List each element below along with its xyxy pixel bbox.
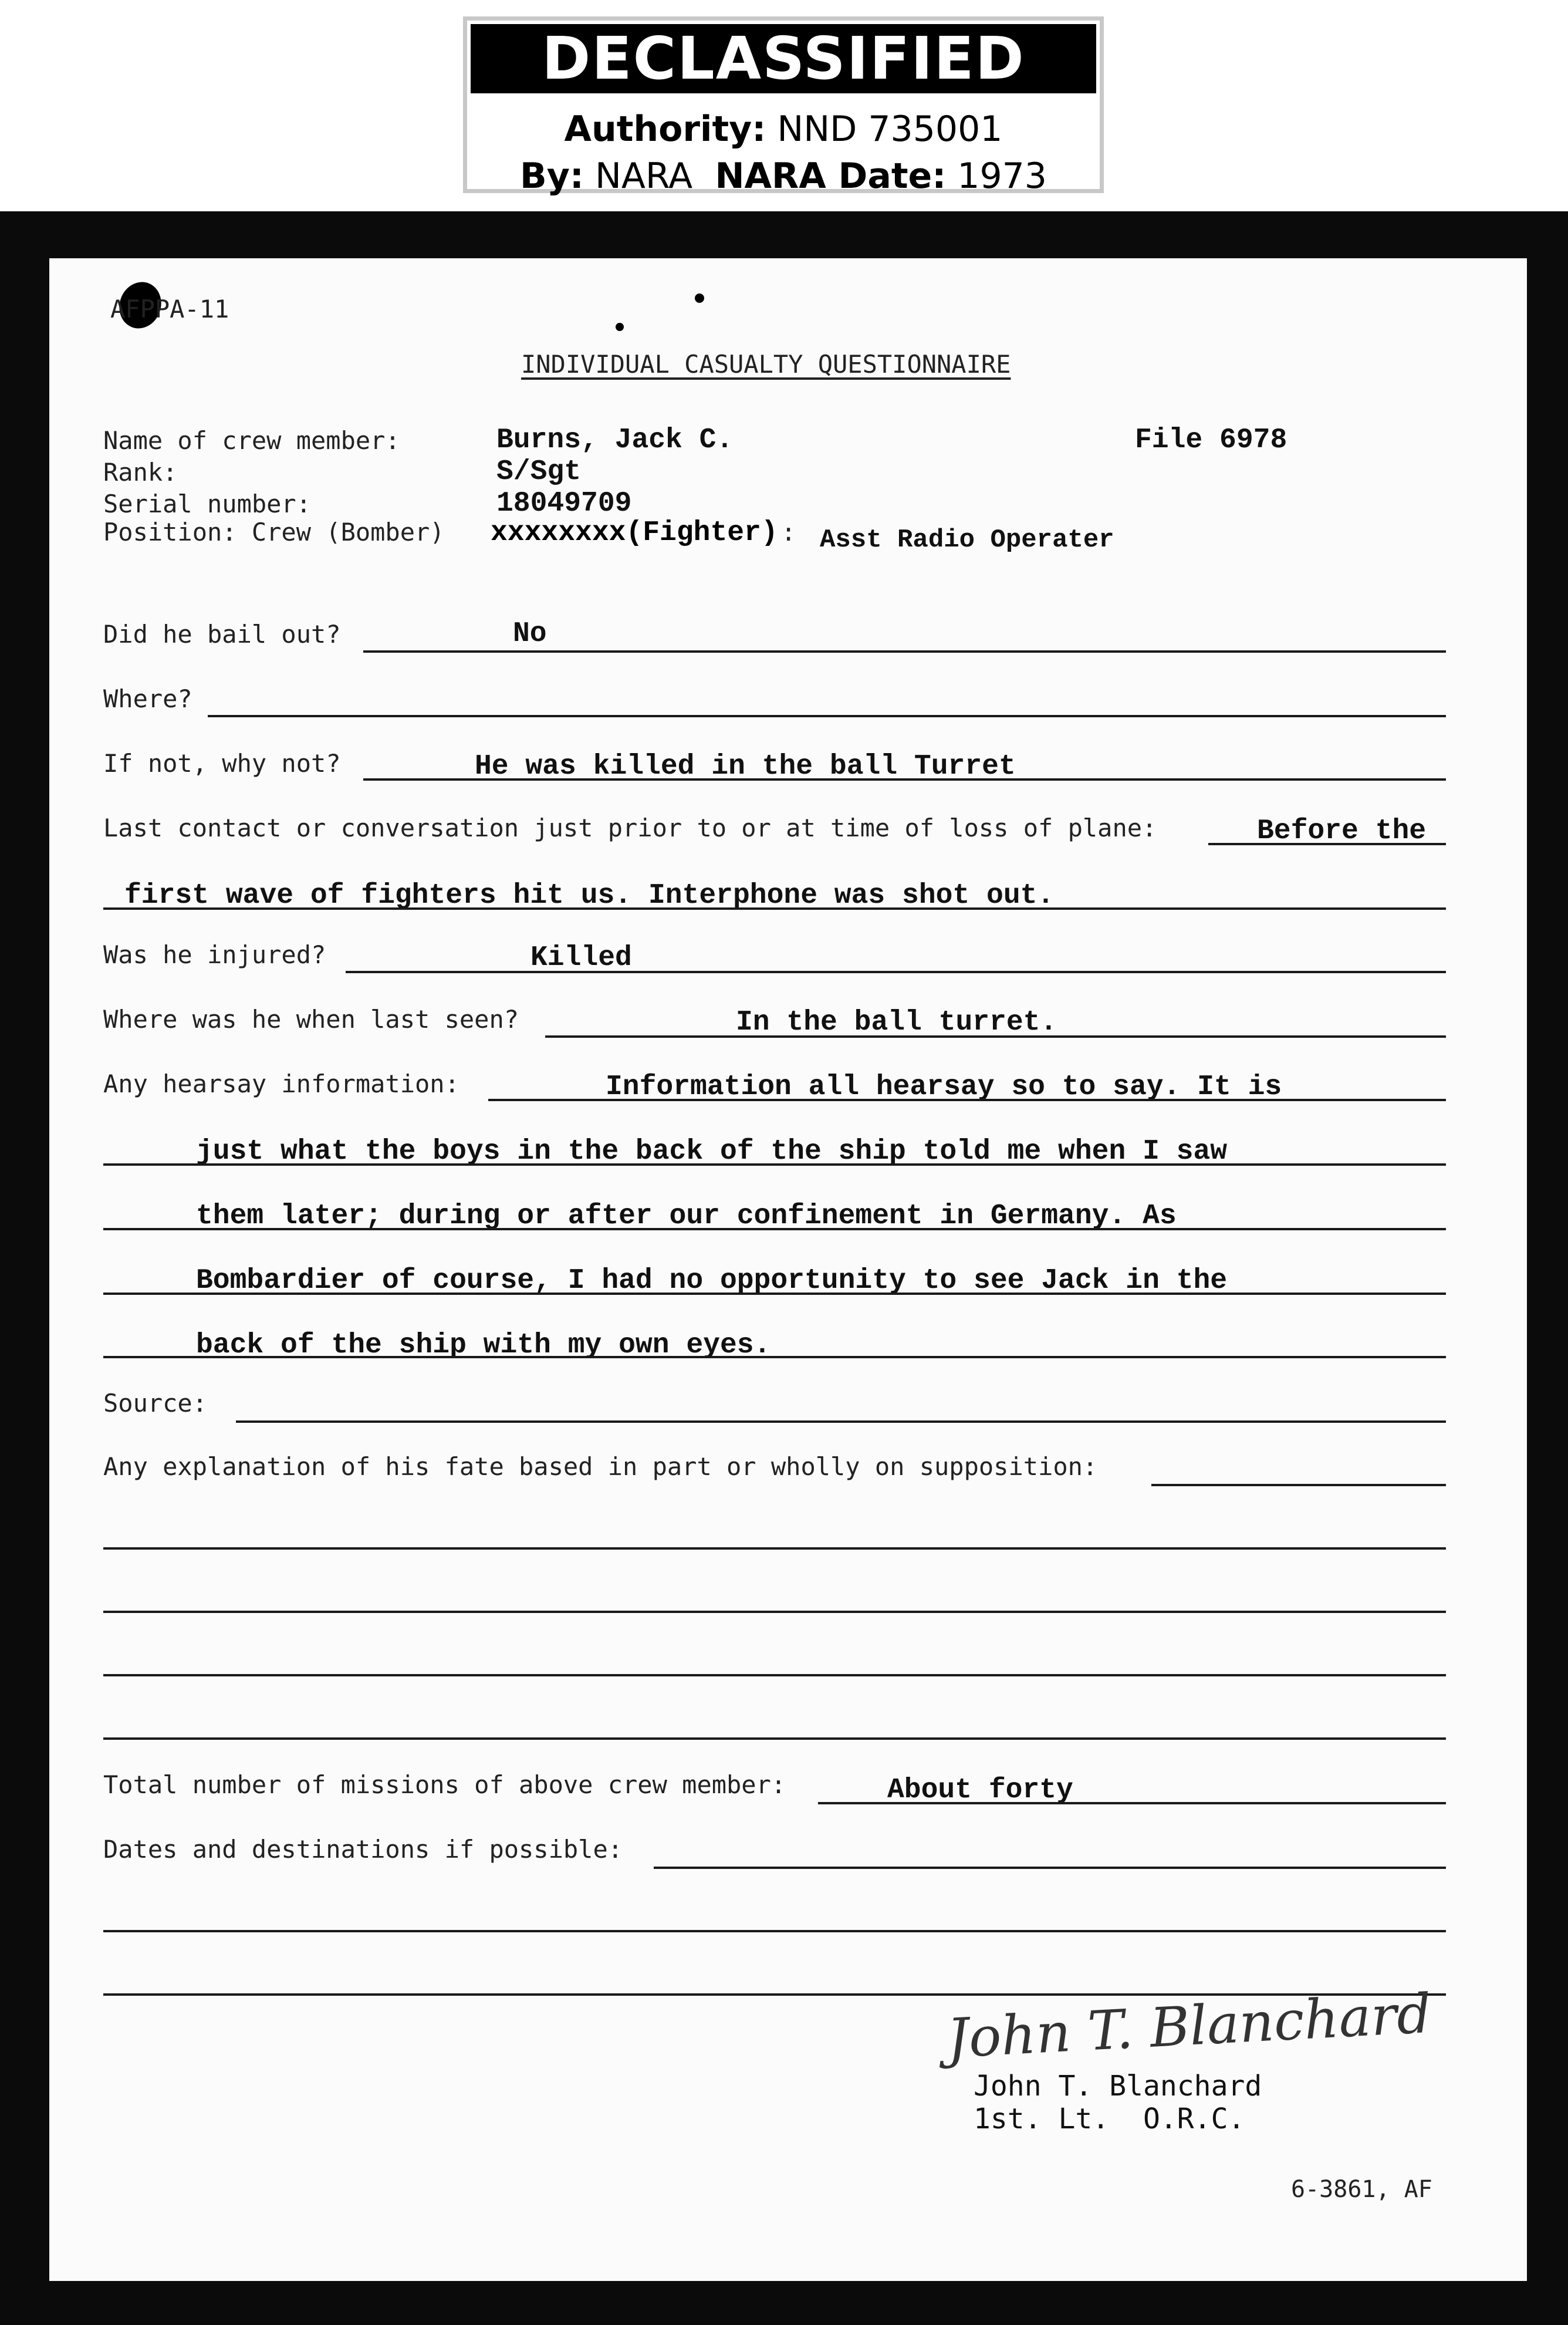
position-struck-text: xxxxxxxx(Fighter) [491, 517, 778, 549]
contact-answer-line-1 [1208, 843, 1446, 845]
file-number: File 6978 [1135, 424, 1287, 456]
rank-label: Rank: [103, 458, 178, 487]
serial-label: Serial number: [103, 490, 312, 518]
bail-answer-line [363, 650, 1446, 653]
signer-rank: 1st. Lt. O.R.C. [974, 2103, 1245, 2135]
declassified-stamp [463, 16, 1104, 197]
rank-value: S/Sgt [496, 456, 582, 488]
missions-answer-line [818, 1802, 1446, 1804]
explanation-answer-line-1 [1151, 1484, 1446, 1486]
injured-value: Killed [530, 942, 632, 974]
contact-label: Last contact or conversation just prior to or at time of loss of plane: [103, 814, 1157, 842]
hearsay-line-4: Bombardier of course, I had no opportunity to see Jack in the [196, 1265, 1228, 1297]
seen-value: In the ball turret. [736, 1007, 1057, 1038]
hearsay-label: Any hearsay information: [103, 1069, 459, 1098]
bail-value: No [513, 618, 547, 650]
hearsay-answer-line-2 [103, 1163, 1446, 1166]
explanation-answer-line-5 [103, 1737, 1446, 1740]
source-label: Source: [103, 1389, 208, 1418]
stamp-title: DECLASSIFIED [471, 24, 1096, 93]
explanation-answer-line-4 [103, 1674, 1446, 1676]
document-page [49, 258, 1527, 2281]
missions-value: About forty [887, 1774, 1073, 1806]
dates-answer-line-1 [654, 1867, 1446, 1869]
explanation-answer-line-2 [103, 1547, 1446, 1550]
hearsay-line-3: them later; during or after our confinement in Germany. As [196, 1200, 1177, 1232]
stamp-by-date [467, 156, 1100, 197]
where-label: Where? [103, 684, 192, 713]
missions-label: Total number of missions of above crew member: [103, 1770, 786, 1799]
position-label: Position: Crew (Bomber) [103, 518, 445, 546]
hearsay-line-1: Information all hearsay so to say. It is [606, 1071, 1282, 1103]
explanation-label: Any explanation of his fate based in part or wholly on supposition: [103, 1452, 1098, 1481]
why-value: He was killed in the ball Turret [475, 751, 1016, 782]
name-value: Burns, Jack C. [496, 424, 734, 456]
serial-value: 18049709 [496, 488, 632, 519]
source-answer-line [236, 1420, 1446, 1423]
form-code: AFPPA-11 [110, 295, 229, 323]
seen-label: Where was he when last seen? [103, 1005, 519, 1034]
hearsay-answer-line-5 [103, 1356, 1446, 1358]
stamp-by-value: NARA [594, 156, 693, 197]
ink-speck [616, 323, 624, 331]
why-answer-line [363, 778, 1446, 781]
stamp-date-value: 1973 [957, 156, 1047, 197]
contact-answer-line-2 [103, 907, 1446, 910]
hearsay-answer-line-4 [103, 1293, 1446, 1295]
handwritten-signature: John T. Blanchard [945, 1982, 1433, 2070]
explanation-answer-line-3 [103, 1611, 1446, 1613]
form-title: INDIVIDUAL CASUALTY QUESTIONNAIRE [521, 350, 1011, 379]
contact-value-1: Before the [1257, 815, 1427, 847]
footer-form-code: 6-3861, AF [1291, 2176, 1432, 2203]
dates-label: Dates and destinations if possible: [103, 1835, 623, 1864]
bail-label: Did he bail out? [103, 620, 341, 649]
stamp-authority [467, 109, 1100, 150]
signer-name: John T. Blanchard [974, 2070, 1262, 2103]
injured-label: Was he injured? [103, 940, 326, 969]
contact-value-2: first wave of fighters hit us. Interphone was shot out. [124, 880, 1055, 912]
hearsay-answer-line-3 [103, 1228, 1446, 1230]
position-value: Asst Radio Operater [820, 525, 1114, 555]
hearsay-answer-line-1 [488, 1099, 1446, 1101]
stamp-date-label: NARA Date: [715, 156, 947, 197]
hearsay-line-5: back of the ship with my own eyes. [196, 1329, 771, 1361]
injured-answer-line [346, 971, 1446, 973]
name-label: Name of crew member: [103, 426, 400, 455]
where-answer-line [208, 715, 1446, 717]
why-label: If not, why not? [103, 749, 341, 778]
hearsay-line-2: just what the boys in the back of the ship told me when I saw [196, 1136, 1228, 1167]
stamp-authority-value: NND 735001 [777, 109, 1003, 150]
dates-answer-line-2 [103, 1930, 1446, 1932]
seen-answer-line [545, 1035, 1446, 1038]
position-colon: : [781, 518, 796, 546]
stamp-authority-label: Authority: [564, 109, 766, 150]
stamp-by-label: By: [520, 156, 584, 197]
ink-speck [695, 293, 704, 303]
